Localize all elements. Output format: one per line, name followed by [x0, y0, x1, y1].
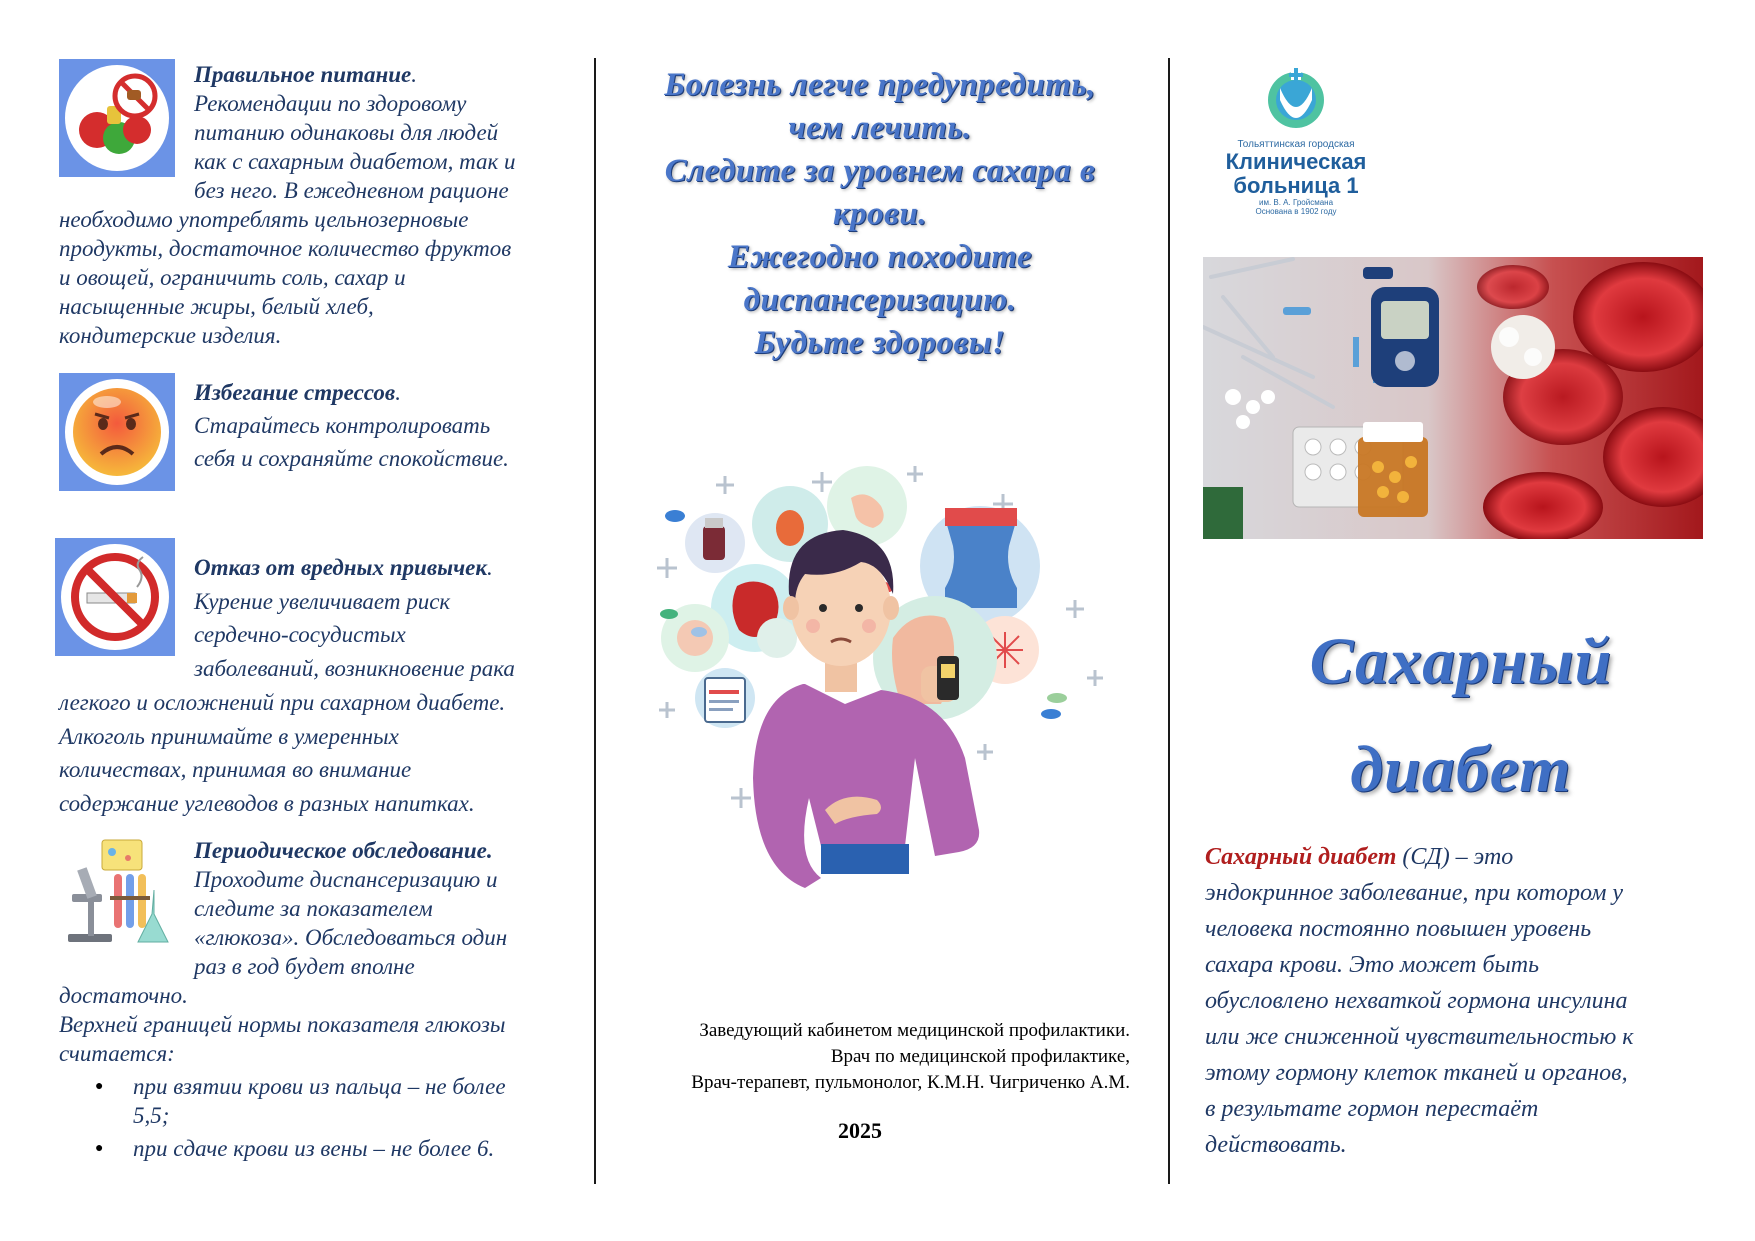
hospital-logo-icon — [1256, 66, 1336, 136]
habits-block: Отказ от вредных привычек. Курение увеличивает риск сердечно-сосудистых заболеваний, возникновение рака — [194, 551, 574, 685]
slogan — [610, 64, 1150, 365]
habits-line: Курение увеличивает риск — [194, 588, 451, 614]
divider-right — [1168, 58, 1170, 1184]
nutrition-line: кондитерские изделия. — [59, 323, 282, 348]
signature-line: Заведующий кабинетом медицинской профилактики. — [699, 1020, 1130, 1041]
definition-line: или же сниженной чувствительностью к — [1205, 1024, 1634, 1050]
definition-abbr: (СД) – это — [1396, 844, 1514, 870]
list-item: ● при взятии крови из пальца – не более 5,5; — [133, 1072, 533, 1130]
habits-line: сердечно-сосудистых — [194, 622, 406, 647]
slogan-line: Будьте здоровы! — [754, 325, 1006, 361]
definition-line: сахара крови. Это может быть — [1205, 952, 1540, 978]
slogan-line: Болезнь легче предупредить, — [664, 67, 1096, 103]
checkup-block — [194, 836, 574, 981]
logo-line-big: Клиническая — [1225, 149, 1367, 174]
diabetes-supplies-photo — [1203, 257, 1703, 539]
definition-line: эндокринное заболевание, при котором у — [1205, 880, 1624, 906]
signature-line: Врач-терапевт, пульмонолог, К.М.Н. Чигриченко А.М. — [691, 1072, 1130, 1093]
nutrition-line: как с сахарным диабетом, так и — [194, 149, 516, 174]
title-line: диабет — [1350, 733, 1572, 806]
nutrition-block-full — [59, 205, 579, 350]
healthy-food-icon — [59, 59, 175, 177]
glucose-norm-list — [59, 1072, 593, 1163]
stress-heading: Избегание стрессов — [194, 380, 396, 405]
sad-face-icon — [59, 373, 175, 491]
signature-line: Врач по медицинской профилактике, — [830, 1046, 1130, 1067]
checkup-heading: Периодическое обследование. — [194, 838, 493, 863]
title-line: Сахарный — [1309, 625, 1613, 698]
habits-line: Алкоголь принимайте в умеренных — [59, 723, 399, 749]
slogan-line: чем лечить. — [788, 110, 972, 146]
no-smoking-icon — [55, 538, 175, 656]
stress-line: Старайтесь контролировать — [194, 413, 491, 438]
signature — [610, 1018, 1130, 1096]
stress-line: себя и сохраняйте спокойствие. — [194, 446, 509, 471]
logo-line-small: Основана в 1902 году — [1255, 207, 1337, 216]
checkup-line: следите за показателем — [194, 896, 433, 921]
habits-heading: Отказ от вредных привычек — [194, 555, 488, 580]
habits-line: содержание углеводов в разных напитках. — [59, 790, 475, 816]
definition-block — [1205, 839, 1725, 1163]
divider-left — [594, 58, 596, 1184]
habits-line: количествах, принимая во внимание — [59, 757, 412, 782]
checkup-line: раз в год будет вполне — [194, 954, 415, 979]
nutrition-line: без него. В ежедневном рационе — [194, 178, 509, 203]
habits-line: заболеваний, возникновение рака — [194, 655, 515, 681]
slogan-line: диспансеризацию. — [743, 282, 1017, 318]
list-item: ● при сдаче крови из вены – не более 6. — [133, 1134, 593, 1163]
definition-line: действовать. — [1205, 1132, 1347, 1158]
definition-term: Сахарный диабет — [1205, 844, 1397, 870]
nutrition-block: Правильное питание. Рекомендации по здоровому питанию одинаковы для людей как с сахарным диабетом, так и без него. В ежедневном рационе — [194, 60, 574, 205]
slogan-line: Ежегодно походите — [727, 239, 1033, 275]
checkup-line: Проходите диспансеризацию и — [194, 867, 498, 892]
slogan-line: Следите за уровнем сахара в — [664, 153, 1096, 189]
slogan-line: крови. — [832, 196, 928, 232]
definition-line: человека постоянно повышен уровень — [1205, 916, 1592, 942]
nutrition-line: продукты, достаточное количество фруктов — [59, 236, 512, 261]
stress-block: Избегание стрессов. Старайтесь контролировать себя и сохраняйте спокойствие. — [194, 376, 574, 475]
nutrition-line: и овощей, ограничить соль, сахар и — [59, 265, 406, 290]
nutrition-line: насыщенные жиры, белый хлеб, — [59, 294, 374, 319]
hospital-logo — [1196, 66, 1396, 216]
year: 2025 — [838, 1118, 882, 1143]
checkup-line: достаточно. — [59, 983, 188, 1008]
diabetes-person-illustration — [645, 458, 1115, 948]
nutrition-line: Рекомендации по здоровому — [194, 91, 467, 116]
nutrition-line: необходимо употреблять цельнозерновые — [59, 207, 469, 232]
definition-line: обусловлено нехваткой гормона инсулина — [1205, 988, 1628, 1014]
checkup-line: «глюкоза». Обследоваться один — [194, 925, 508, 950]
nutrition-heading: Правильное питание — [194, 62, 412, 87]
logo-line-small: Тольяттинская городская — [1237, 139, 1355, 150]
microscope-icon — [58, 834, 174, 952]
definition-line: этому гормону клеток тканей и органов, — [1205, 1060, 1628, 1086]
habits-block-full — [59, 686, 579, 820]
checkup-line: считается: — [59, 1041, 175, 1066]
checkup-block-full — [59, 981, 579, 1163]
brochure-title — [1196, 608, 1726, 824]
checkup-line: Верхней границей нормы показателя глюкозы — [59, 1012, 506, 1037]
definition-line: в результате гормон перестаёт — [1205, 1096, 1539, 1122]
logo-line-small: им. В. А. Гройсмана — [1258, 198, 1334, 207]
logo-line-big: больница 1 — [1233, 173, 1359, 198]
habits-line: легкого и осложнений при сахарном диабете. — [59, 690, 506, 715]
nutrition-line: питанию одинаковы для людей — [194, 120, 499, 145]
